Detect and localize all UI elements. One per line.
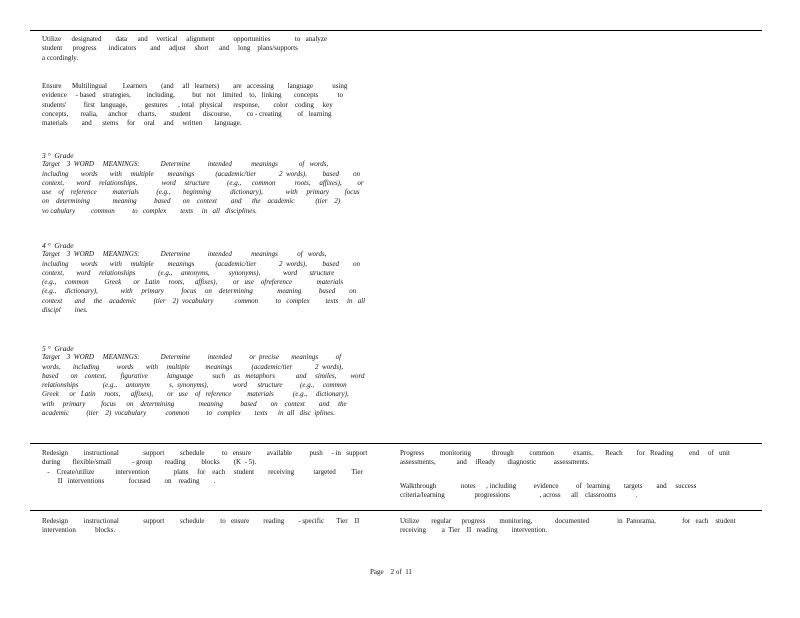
text-line: based on context, figurative language such as metaphors and similes, word: [42, 371, 365, 380]
text-line: evidence - based strategies, including, but not limited to, linking concepts to: [42, 91, 343, 100]
text-line: Target 3 WORD MEANINGS: Determine intended meanings of words,: [42, 160, 329, 169]
text-line: a ccordingly.: [42, 53, 79, 62]
text-line: use of reference materials (e.g., beginning dictionary), with primary focus: [42, 188, 360, 197]
page-number: 2 of 11: [390, 568, 412, 576]
page-label: Page: [370, 568, 384, 576]
text-line: students' first language, gestures , total physical response, color coding key: [42, 100, 333, 109]
text-line: Target 3 WORD MEANINGS: Determine intended meanings of words,: [42, 250, 327, 259]
text-line: Ensure Multilingual Learners (and all learners) are accessing language using: [42, 82, 348, 90]
text-line: with primary focus on determining meaning based on context and the: [42, 399, 347, 408]
text-line: during flexible/small - group reading blocks (K - 5).: [42, 458, 257, 467]
text-line: including words with multiple meanings (academic/tier 2 words), based on: [42, 169, 360, 178]
grade-3-heading: 3 ° Grade: [42, 151, 74, 160]
grade-4-target: [42, 241, 382, 315]
text-line: Redesign instructional support schedule to ensure reading - specific Tier II: [42, 517, 360, 525]
text-line: (e.g., dictionary), with primary focus on determining meaning based on: [42, 287, 357, 296]
grade-4-heading: 4 ° Grade: [42, 241, 74, 250]
row-divider: [30, 443, 762, 444]
text-line: on determining meaning based on context and the academic (tier 2): [42, 197, 341, 206]
text-line: intervention blocks.: [42, 526, 116, 535]
tier-ii-schedule-strategy: [42, 517, 382, 536]
text-line: student progress indicators and adjust short and long plans/supports: [42, 44, 298, 53]
multilingual-learners-paragraph: [42, 82, 372, 128]
text-line: Target 3 WORD MEANINGS: Determine intended or precise meanings of: [42, 353, 342, 362]
text-line: Utilize designated data and vertical alignment opportunities to analyze: [42, 35, 327, 43]
text-line: academic (tier 2) vocabulary common to complex texts in all disc iplines.: [42, 409, 335, 418]
progress-monitoring-evidence: [400, 449, 740, 468]
walkthrough-evidence: [400, 482, 740, 501]
push-in-support-strategy: [42, 449, 382, 486]
text-line: materials and stems for oral and written language.: [42, 119, 242, 128]
text-line: Redesign instructional support schedule to ensure available push - in support: [42, 449, 368, 457]
row-divider: [30, 510, 762, 511]
data-alignment-paragraph: [42, 35, 344, 63]
text-line: assessments, and iReady diagnostic assessments.: [400, 458, 590, 467]
text-line: discipl ines.: [42, 306, 88, 315]
text-line: Utilize regular progress monitoring, documented in Panorama, for each student: [400, 517, 736, 525]
text-line: Greek or Latin roots, affixes), or use of reference materials (e.g., dictionary),: [42, 390, 349, 399]
page-footer: [370, 568, 412, 576]
text-line: context, word relationships, word structure (e.g., common roots, affixes), or: [42, 178, 364, 187]
grade-3-target: [42, 151, 382, 216]
text-line: - Create/utilize intervention plans for each student receiving targeted Tier: [42, 467, 363, 476]
text-line: words, including words with multiple meanings (academic/tier 2 words),: [42, 362, 343, 371]
text-line: Walkthrough notes , including evidence of learning targets and success: [400, 482, 697, 490]
panorama-monitoring-evidence: [400, 517, 750, 536]
text-line: vo cabulary common to complex texts in all disciplines.: [42, 206, 257, 215]
text-line: relationships (e.g., antonym s, synonyms), word structure (e.g., common: [42, 381, 347, 390]
text-line: context, word relationships (e.g., antonyms, synonyms), word structure: [42, 268, 335, 277]
text-line: concepts, realia, anchor charts, student discourse, co - creating of learning: [42, 109, 332, 118]
text-line: Progress monitoring through common exams, Reach for Reading end of unit: [400, 449, 730, 457]
text-line: context and the academic (tier 2) vocabulary common to complex texts in all: [42, 296, 366, 305]
grade-5-target: [42, 344, 382, 418]
text-line: criteria/learning progressions , across all classrooms .: [400, 491, 638, 500]
text-line: (e.g., common Greek or Latin roots, affixes), or use ofreference materials: [42, 278, 344, 287]
text-line: including words with multiple meanings (academic/tier 2 words), based on: [42, 259, 360, 268]
grade-5-heading: 5 ° Grade: [42, 344, 74, 353]
top-rule: [30, 30, 762, 31]
text-line: receiving a Tier II reading intervention.: [400, 526, 548, 535]
text-line: II interventions focused on reading .: [42, 476, 216, 485]
